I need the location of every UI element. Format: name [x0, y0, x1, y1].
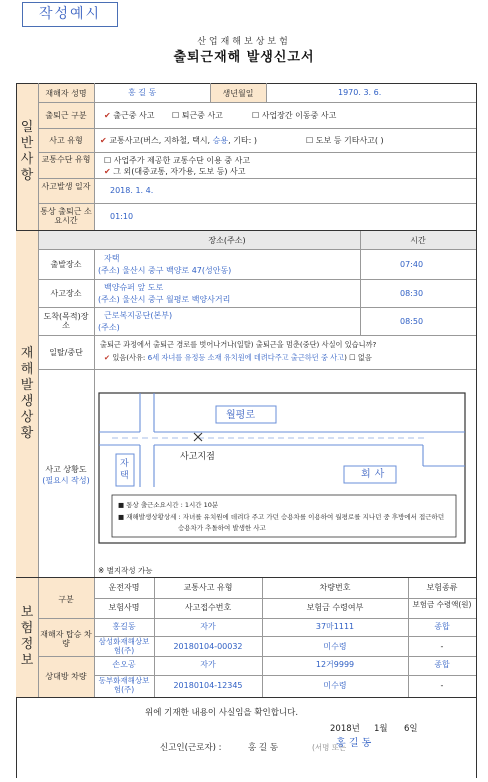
col-accident-no: 사고접수번호	[184, 603, 232, 612]
row-amount: -	[440, 642, 444, 651]
accident-type-option-other[interactable]: ☐ 도보 등 기타사고( )	[306, 136, 384, 145]
departure-address: (주소) 울산시 중구 백양로 47(성안동)	[98, 266, 232, 275]
detour-answer-yes[interactable]: ✔ 있음(사유: 6세 자녀를 유정등 소재 유치원에 데려다주고 출근하던 중 사고) ☐ 없음	[104, 353, 372, 362]
row-driver: 홍길동	[112, 622, 136, 631]
map-home-label: 자택	[120, 459, 129, 481]
name-label: 재해자 성명	[45, 89, 87, 98]
departure-label: 출발장소	[50, 260, 82, 269]
col-car-no: 차량번호	[319, 583, 351, 592]
departure-time: 07:40	[400, 260, 424, 269]
row-accident-type: 자가	[200, 660, 216, 669]
row-amount: -	[440, 681, 444, 690]
commute-time-value: 01:10	[110, 212, 134, 221]
accident-place-label: 사고장소	[50, 289, 82, 298]
note-commute-time: ■ 통상 출근소요시간 : 1시간 10분	[118, 501, 219, 509]
accident-date-value: 2018. 1. 4.	[110, 186, 154, 195]
col-repair: 보험금 수령여부	[306, 603, 364, 612]
sign-day: 6일	[404, 724, 418, 734]
section-situation-label: 재해발생 상황	[20, 346, 34, 441]
accident-place-name: 백양슈퍼 앞 도로	[104, 283, 164, 292]
commute-option-between-sites[interactable]: ☐ 사업장간 이동중 사고	[252, 111, 337, 120]
checked-check-icon: ✔	[104, 167, 111, 176]
signer-name: 홍 길 동	[248, 743, 279, 753]
row-repair: 미수령	[323, 681, 347, 690]
row-car-no: 12거9999	[315, 660, 355, 669]
arrival-label: 도착(목적)장소	[43, 312, 89, 330]
form-title: 출퇴근재해 발생신고서	[173, 50, 315, 65]
row-kind: 재해자 탑승 차량	[40, 630, 92, 648]
row-accident-no: 20180104-12345	[173, 681, 243, 690]
col-ins-amount: 보험금 수령액(원)	[412, 600, 472, 609]
checked-check-icon: ✔	[100, 136, 107, 145]
arrival-time: 08:50	[400, 317, 424, 326]
row-ins-type: 종합	[434, 660, 450, 669]
note-detail-continued: 승용차가 추돌하여 발생한 사고	[178, 524, 266, 532]
col-driver: 운전자명	[108, 583, 140, 592]
signature-label: (서명 또는	[312, 743, 347, 752]
name-value: 홍 길 동	[128, 88, 157, 97]
row-accident-type: 자가	[200, 622, 216, 631]
checked-check-icon: ✔	[104, 353, 111, 362]
note-detail: ■ 재해발생상황상세 : 자녀를 유치원에 데려다 주고 가던 승용차를 이용하여 월평로를 지나던 중 후방에서 접근하던	[118, 513, 445, 521]
sample-badge: 작성예시	[22, 2, 118, 27]
map-road-label: 월평로	[226, 410, 255, 421]
map-accident-label: 사고지점	[180, 452, 215, 462]
separate-sheet-note: ※ 별지작성 가능	[98, 566, 153, 575]
commute-option-leave-work[interactable]: ☐ 퇴근중 사고	[172, 111, 223, 120]
row-insurer: 동부화재해상보험(주)	[98, 676, 150, 694]
transport-label: 교통수단 유형	[41, 155, 91, 164]
accident-type-option-traffic[interactable]: ✔ 교통사고(버스, 지하철, 택시, 승용, 기타: )	[100, 136, 258, 145]
arrival-address: (주소)	[98, 323, 120, 332]
section-insurance-label: 보험정보	[20, 605, 34, 668]
map-company-label: 회사	[361, 469, 389, 480]
commute-time-label: 통상 출퇴근 소요시간	[40, 207, 92, 225]
form-subtitle: 산업재해보상보험	[197, 37, 291, 47]
row-accident-no: 20180104-00032	[173, 642, 243, 651]
sign-year: 2018년	[330, 724, 360, 734]
diagram-label: 사고 상황도	[45, 465, 87, 474]
col-kind: 구분	[58, 595, 74, 604]
accident-time: 08:30	[400, 289, 424, 298]
detour-question: 출퇴근 과정에서 출퇴근 경로를 벗어나거나(일탈) 출퇴근을 멈춘(중단) 사실이 있습니까?	[100, 340, 377, 349]
transport-option-other[interactable]: ✔ 그 외(대중교통, 자가용, 도보 등) 사고	[104, 167, 246, 176]
accident-date-label: 사고발생 일자	[41, 182, 91, 191]
row-repair: 미수령	[323, 642, 347, 651]
col-accident-type: 교통사고 유형	[183, 583, 233, 592]
departure-name: 자택	[104, 254, 120, 263]
transport-option-employer[interactable]: ☐ 사업주가 제공한 교통수단 이용 중 사고	[104, 156, 251, 165]
section-general-label: 일반사항	[20, 120, 34, 183]
row-kind: 상대방 차량	[45, 672, 87, 681]
birth-value: 1970. 3. 6.	[338, 88, 382, 97]
confirm-statement: 위에 기재한 내용이 사실임을 확인합니다.	[145, 708, 299, 718]
checked-check-icon: ✔	[104, 111, 111, 120]
row-insurer: 삼성화재해상보험(주)	[98, 637, 150, 655]
signature: 홍 길 동	[336, 738, 372, 749]
time-header: 시간	[410, 236, 426, 245]
sign-month: 1월	[374, 724, 388, 734]
signer-label: 신고인(근로자) :	[160, 743, 222, 753]
commute-option-go-to-work[interactable]: ✔ 출근중 사고	[104, 111, 155, 120]
birth-label: 생년월일	[222, 89, 254, 98]
detour-label: 일탈/중단	[49, 348, 83, 357]
col-insurer: 보험사명	[108, 603, 140, 612]
place-header: 장소(주소)	[208, 236, 246, 245]
row-driver: 손오공	[112, 660, 136, 669]
row-ins-type: 종합	[434, 622, 450, 631]
accident-place-address: (주소) 울산시 중구 월평로 백양사거리	[98, 295, 231, 304]
row-car-no: 37마1111	[315, 622, 355, 631]
commute-label: 출퇴근 구분	[45, 111, 87, 120]
arrival-name: 근로복지공단(본부)	[104, 311, 173, 320]
diagram-sublabel: (필요시 작성)	[42, 476, 90, 485]
accident-type-label: 사고 유형	[49, 136, 83, 145]
col-ins-type: 보험종류	[426, 583, 458, 592]
